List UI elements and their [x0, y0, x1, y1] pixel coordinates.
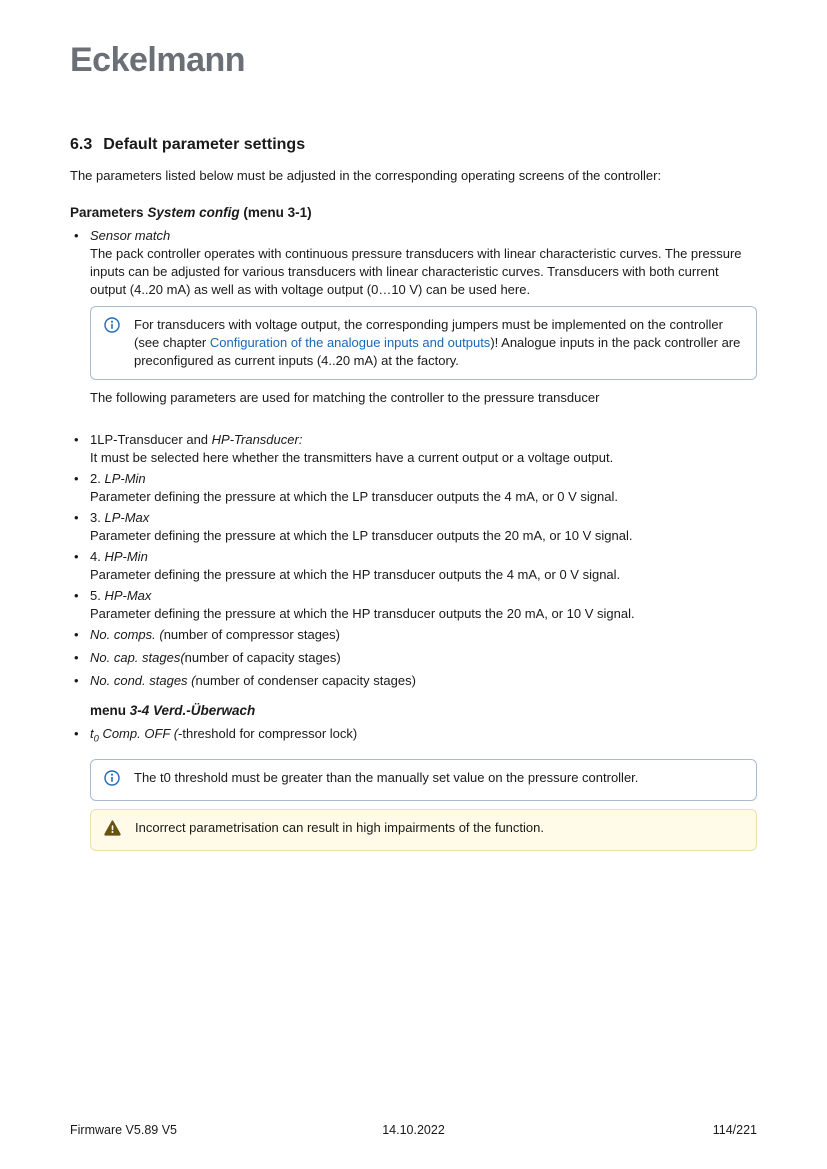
params-subheading-prefix: Parameters: [70, 205, 148, 220]
param-description: It must be selected here whether the transmitters have a current output or a voltage output.: [90, 450, 614, 465]
param-title-plain: 3.: [90, 510, 105, 525]
footer-date: 14.10.2022: [382, 1123, 445, 1137]
param-title-plain: number of compressor stages): [163, 627, 340, 642]
info-text-after-link: )! Analogue inputs in the pack controller are preconfigured as current inputs (4..20 mA) at the factory.: [134, 335, 741, 368]
param-title-italic: HP-Transducer:: [211, 432, 303, 447]
page-footer: [70, 1122, 757, 1138]
param-title-plain: 5.: [90, 588, 105, 603]
bullet-t0-param: [70, 725, 757, 748]
info-box-t0-text: The t0 threshold must be greater than the manually set value on the pressure controller.: [134, 769, 639, 785]
t0-title-italic: Comp. OFF (: [98, 726, 179, 741]
bullet-sensor-match: [70, 227, 757, 299]
warning-box-text: Incorrect parametrisation can result in high impairments of the function.: [135, 819, 544, 835]
transducer-param-list: [70, 431, 757, 623]
param-description: Parameter defining the pressure at which the HP transducer outputs the 20 mA, or 10 V signal.: [90, 606, 635, 621]
menu-subheading-prefix: menu: [90, 703, 130, 718]
section-number: 6.3: [70, 136, 93, 153]
count-param-list: [70, 626, 757, 690]
params-subheading-suffix: (menu 3-1): [239, 205, 312, 220]
params-subheading-menu-name: System config: [147, 205, 240, 220]
analogue-config-link[interactable]: Configuration of the analogue inputs and outputs: [209, 335, 491, 350]
warning-icon: [104, 820, 121, 841]
list-item: [70, 548, 757, 584]
page-content: [70, 135, 757, 851]
param-title-italic: LP-Min: [104, 471, 146, 486]
param-title-italic: HP-Max: [104, 588, 152, 603]
section-heading: [70, 135, 757, 154]
param-title-italic: No. cap. stages(: [90, 650, 185, 665]
params-subheading: [70, 204, 757, 222]
param-title-plain: number of condenser capacity stages): [195, 673, 416, 688]
intro-paragraph: The parameters listed below must be adjusted in the corresponding operating screens of the controller:: [70, 168, 662, 183]
following-paragraph: The following parameters are used for matching the controller to the pressure transducer: [90, 390, 600, 405]
info-icon: [104, 770, 120, 791]
list-item: [70, 626, 757, 644]
list-item: [70, 649, 757, 667]
eckelmann-logo: Eckelmann: [70, 41, 246, 79]
list-item: [70, 587, 757, 623]
param-title-plain: number of capacity stages): [184, 650, 341, 665]
param-title-plain: 1LP-Transducer and: [90, 432, 212, 447]
t0-title-plain: -threshold for compressor lock): [178, 726, 358, 741]
param-title-plain: 4.: [90, 549, 105, 564]
param-title-italic: HP-Min: [104, 549, 148, 564]
param-title-italic: No. comps. (: [90, 627, 164, 642]
warning-box: [90, 809, 757, 851]
info-text-before-link: For transducers with voltage output, the corresponding jumpers must be implemented on the controller (see chapter: [134, 317, 723, 350]
param-description: Parameter defining the pressure at which the LP transducer outputs the 20 mA, or 10 V signal.: [90, 528, 633, 543]
param-title-italic: LP-Max: [104, 510, 150, 525]
param-description: Parameter defining the pressure at which the HP transducer outputs the 4 mA, or 0 V signal.: [90, 567, 621, 582]
info-box-jumpers: [90, 306, 757, 380]
t0-symbol: t: [90, 726, 94, 741]
param-description: Parameter defining the pressure at which the LP transducer outputs the 4 mA, or 0 V signal.: [90, 489, 618, 504]
list-item: [70, 431, 757, 467]
section-title-text: Default parameter settings: [103, 136, 306, 153]
menu-subheading-name: 3-4 Verd.-Überwach: [129, 703, 256, 718]
footer-firmware-version: Firmware V5.89 V5: [70, 1123, 177, 1137]
t0-subscript: 0: [93, 733, 99, 744]
param-title-italic: No. cond. stages (: [90, 673, 196, 688]
menu-subheading: [90, 702, 757, 720]
sensor-match-title: • Sensor match: [90, 228, 171, 243]
sensor-match-body: The pack controller operates with continuous pressure transducers with linear characteristic curves. The pressure inputs can be adjusted for various transducers with linear characteristic curves. Transducers with both current output (4..20 mA) as well as with voltage output (0…10 V) can be used here.: [90, 246, 742, 297]
param-title-plain: 2.: [90, 471, 105, 486]
list-item: [70, 470, 757, 506]
info-icon: [104, 317, 120, 338]
info-box-jumpers-text: [134, 316, 742, 370]
list-item: [70, 672, 757, 690]
list-item: [70, 509, 757, 545]
footer-page-number: 114/221: [712, 1123, 757, 1137]
info-box-t0-threshold: [90, 759, 757, 801]
